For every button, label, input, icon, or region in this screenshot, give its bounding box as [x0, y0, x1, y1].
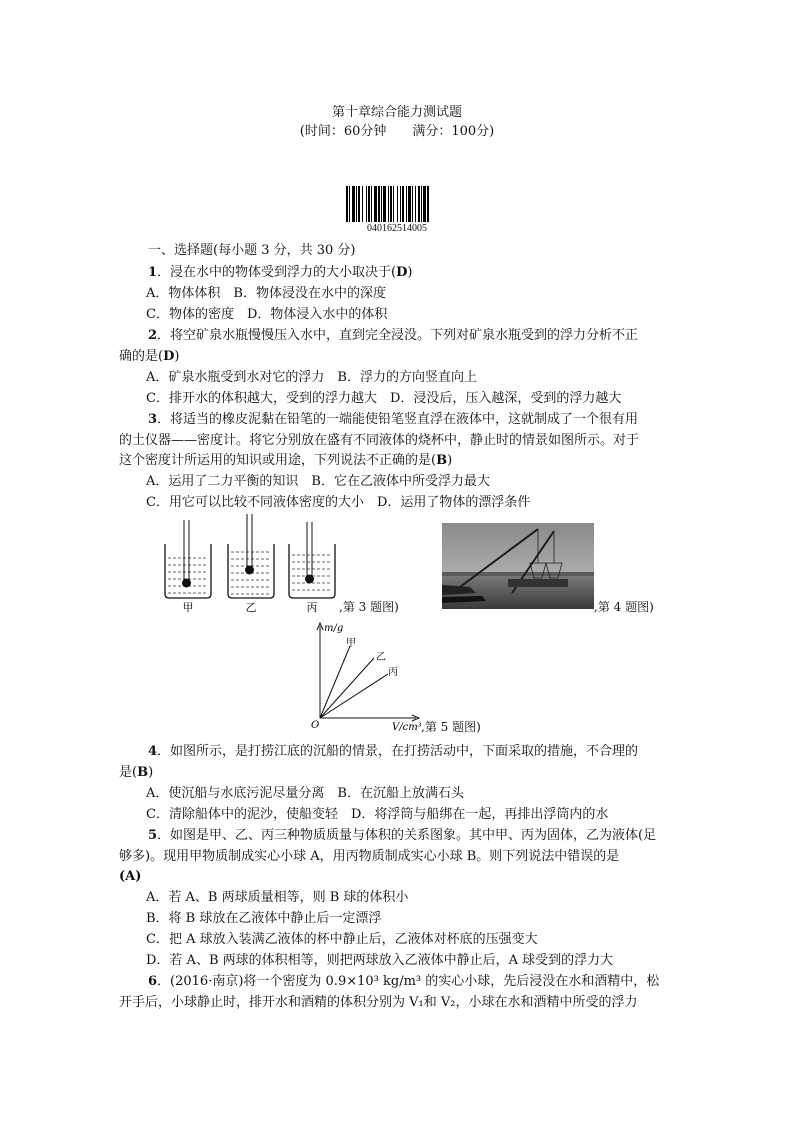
question-4-stem-cont: 是(B) [119, 765, 154, 780]
beaker-bing [289, 522, 335, 598]
question-1-answer: D [396, 265, 408, 280]
question-4-options-ab: A．使沉船与水底污泥尽量分离 B．在沉船上放满石头 [146, 786, 464, 801]
question-1-options-ab: A．物体体积 B．物体浸没在水中的深度 [146, 286, 386, 301]
question-6-number: 6 [148, 974, 158, 989]
beaker-yi [228, 514, 274, 598]
question-1-number: 1 [148, 265, 158, 280]
series-label-jia: 甲 [346, 638, 356, 649]
question-2-options-cd: C．排开水的体积越大，受到的浮力越大 D．浸没后，压入越深，受到的浮力越大 [146, 391, 622, 406]
figure-4-caption: ,第 4 题图) [594, 600, 654, 614]
question-3-stem-cont-2: 这个密度计所运用的知识或用途，下列说法不正确的是(B) [119, 453, 453, 468]
question-4-answer: B [137, 765, 149, 780]
question-2-options-ab: A．矿泉水瓶受到水对它的浮力 B．浮力的方向竖直向上 [146, 370, 477, 385]
origin-label: O [311, 720, 320, 731]
question-6-stem: 6．(2016·南京)将一个密度为 0.9×10³ kg/m³ 的实心小球，先后浸没在水和酒精中，松 [148, 974, 660, 989]
question-5-option-c: C．把 A 球放入装满乙液体的杯中静止后，乙液体对杯底的压强变大 [146, 932, 538, 947]
question-3-stem-cont: 的土仪器——密度计。将它分别放在盛有不同液体的烧杯中，静止时的情景如图所示。对于 [119, 433, 640, 448]
question-5-stem-cont: 够多)。现用甲物质制成实心小球 A，用丙物质制成实心小球 B。则下列说法中错误的是 [119, 849, 620, 864]
question-3-stem: 3．将适当的橡皮泥黏在铅笔的一端能使铅笔竖直浮在液体中，这就制成了一个很有用 [148, 412, 639, 427]
beaker-label-yi: 乙 [245, 601, 257, 614]
x-axis-label: V/cm³ [392, 722, 422, 733]
y-axis-label: m/g [324, 623, 344, 634]
section-heading: 一、选择题(每小题 3 分，共 30 分) [148, 243, 356, 258]
barcode-image [345, 186, 449, 222]
question-3-options-ab: A．运用了二力平衡的知识 B．它在乙液体中所受浮力最大 [146, 474, 490, 489]
question-3-options-cd: C．用它可以比较不同液体密度的大小 D．运用了物体的漂浮条件 [146, 495, 531, 510]
question-5-option-d: D．若 A、B 两球的体积相等，则把两球放入乙液体中静止后，A 球受到的浮力大 [146, 953, 614, 968]
question-2-stem-cont: 确的是(D) [119, 349, 180, 364]
line-jia [320, 646, 350, 718]
question-4-options-cd: C．清除船体中的泥沙，使船变轻 D．将浮筒与船绑在一起，再排出浮筒内的水 [146, 807, 609, 822]
question-6-stem-cont: 开手后，小球静止时，排开水和酒精的体积分别为 V₁和 V₂，小球在水和酒精中所受的浮力 [119, 995, 638, 1010]
question-2-number: 2 [148, 328, 158, 343]
question-4-stem: 4．如图所示，是打捞江底的沉船的情景，在打捞活动中，下面采取的措施，不合理的 [148, 744, 639, 759]
question-2-stem: 2．将空矿泉水瓶慢慢压入水中，直到完全浸没。下列对矿泉水瓶受到的浮力分析不正 [148, 328, 639, 343]
figure-4-salvage-photo [442, 523, 594, 609]
beaker-label-bing: 丙 [306, 601, 318, 614]
exam-title: 第十章综合能力测试题 [331, 105, 462, 120]
figure-3-caption: ,第 3 题图) [339, 600, 399, 614]
question-5-stem: 5．如图是甲、乙、丙三种物质质量与体积的关系图象。其中甲、丙为固体，乙为液体(足 [148, 828, 657, 843]
figure-5-caption: ,第 5 题图) [421, 720, 481, 734]
figure-5-mass-volume-graph [308, 618, 460, 734]
barcode-number: 040162514005 [367, 223, 427, 234]
question-5-answer: (A) [119, 869, 142, 884]
question-5-option-a: A．若 A、B 两球质量相等，则 B 球的体积小 [146, 890, 409, 905]
series-label-yi: 乙 [376, 652, 386, 663]
question-1-options-cd: C．物体的密度 D．物体浸入水中的体积 [146, 307, 388, 322]
beaker-jia [165, 520, 211, 598]
exam-subtitle: (时间：60分钟 满分：100分) [299, 124, 495, 139]
question-5-option-b: B．将 B 球放在乙液体中静止后一定漂浮 [146, 911, 382, 926]
beaker-label-jia: 甲 [182, 601, 194, 614]
question-3-answer: B [436, 453, 448, 468]
question-3-number: 3 [148, 412, 158, 427]
series-label-bing: 丙 [388, 667, 398, 678]
question-5-number: 5 [148, 828, 158, 843]
question-4-number: 4 [148, 744, 158, 759]
question-2-answer: D [163, 349, 175, 364]
question-1-stem: 1．浸在水中的物体受到浮力的大小取决于(D) [148, 265, 413, 280]
